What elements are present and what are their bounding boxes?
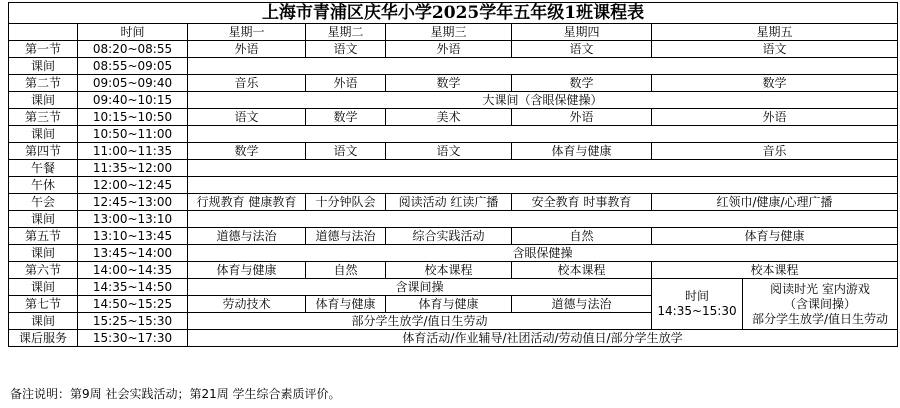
timetable (8, 2, 898, 347)
table-row (9, 228, 898, 245)
friday-activity-line: （含课间操） (784, 296, 857, 311)
friday-activity-line: 部分学生放学/值日生劳动 (751, 311, 889, 326)
header-thu: 星期四 (512, 24, 652, 41)
row-label: 课间 (9, 313, 78, 330)
row-label: 课间 (9, 92, 78, 109)
cell-mon: 道德与法治 (188, 228, 306, 245)
header-row (9, 24, 898, 41)
row-span-text: 含课间操 (188, 279, 652, 296)
friday-time-label: 时间 (684, 289, 709, 303)
row-time: 09:40~10:15 (78, 92, 188, 109)
row-time: 15:25~15:30 (78, 313, 188, 330)
timetable-title: 上海市青浦区庆华小学2025学年五年级1班课程表 (9, 3, 898, 24)
row-time: 08:20~08:55 (78, 41, 188, 58)
table-row (9, 41, 898, 58)
row-time: 10:50~11:00 (78, 126, 188, 143)
row-time: 12:00~12:45 (78, 177, 188, 194)
table-row (9, 279, 898, 296)
table-row (9, 262, 898, 279)
row-time: 13:45~14:00 (78, 245, 188, 262)
row-span-text: 含眼保健操 (188, 245, 898, 262)
cell-mon: 体育与健康 (188, 262, 306, 279)
table-row (9, 58, 898, 75)
friday-activity-cell (743, 279, 898, 330)
friday-time-cell (652, 279, 743, 330)
row-time: 14:50~15:25 (78, 296, 188, 313)
table-row (9, 245, 898, 262)
cell-thu: 校本课程 (512, 262, 652, 279)
row-label: 课间 (9, 211, 78, 228)
friday-time-value: 14:35~15:30 (657, 304, 737, 318)
header-mon: 星期一 (188, 24, 306, 41)
row-label: 第三节 (9, 109, 78, 126)
table-row (9, 211, 898, 228)
row-span-text: 部分学生放学/值日生劳动 (188, 313, 652, 330)
cell-wed: 美术 (386, 109, 512, 126)
cell-wed: 外语 (386, 41, 512, 58)
cell-tue: 外语 (306, 75, 386, 92)
row-label: 课间 (9, 245, 78, 262)
header-fri: 星期五 (652, 24, 898, 41)
cell-fri: 音乐 (652, 143, 898, 160)
cell-tue: 体育与健康 (306, 296, 386, 313)
row-label: 第七节 (9, 296, 78, 313)
row-label: 第二节 (9, 75, 78, 92)
row-label: 第一节 (9, 41, 78, 58)
row-time: 08:55~09:05 (78, 58, 188, 75)
row-empty-span (188, 126, 898, 143)
table-row (9, 109, 898, 126)
table-row (9, 92, 898, 109)
row-time: 14:35~14:50 (78, 279, 188, 296)
cell-thu: 体育与健康 (512, 143, 652, 160)
row-label: 午餐 (9, 160, 78, 177)
row-empty-span (188, 211, 898, 228)
table-row (9, 177, 898, 194)
row-label: 第五节 (9, 228, 78, 245)
table-row (9, 75, 898, 92)
cell-thu: 安全教育 时事教育 (512, 194, 652, 211)
row-empty-span (188, 177, 898, 194)
cell-tue: 数学 (306, 109, 386, 126)
row-time: 13:10~13:45 (78, 228, 188, 245)
cell-mon: 数学 (188, 143, 306, 160)
cell-wed: 体育与健康 (386, 296, 512, 313)
row-time: 09:05~09:40 (78, 75, 188, 92)
table-row (9, 126, 898, 143)
cell-mon: 外语 (188, 41, 306, 58)
cell-fri: 数学 (652, 75, 898, 92)
row-time: 11:00~11:35 (78, 143, 188, 160)
header-corner (9, 24, 78, 41)
friday-activity-line: 阅读时光 室内游戏 (770, 281, 870, 296)
cell-fri: 红领巾/健康/心理广播 (652, 194, 898, 211)
row-empty-span (188, 160, 898, 177)
row-label: 课间 (9, 58, 78, 75)
cell-tue: 十分钟队会 (306, 194, 386, 211)
cell-mon: 劳动技术 (188, 296, 306, 313)
table-row (9, 160, 898, 177)
row-span-text: 体育活动/作业辅导/社团活动/劳动值日/部分学生放学 (188, 330, 898, 347)
row-empty-span (188, 58, 898, 75)
row-label: 第六节 (9, 262, 78, 279)
cell-wed: 数学 (386, 75, 512, 92)
cell-wed: 语文 (386, 143, 512, 160)
cell-wed: 综合实践活动 (386, 228, 512, 245)
cell-fri: 语文 (652, 41, 898, 58)
cell-wed: 校本课程 (386, 262, 512, 279)
row-span-text: 大课间（含眼保健操） (188, 92, 898, 109)
cell-tue: 语文 (306, 41, 386, 58)
row-label: 课后服务 (9, 330, 78, 347)
cell-fri: 体育与健康 (652, 228, 898, 245)
row-label: 午休 (9, 177, 78, 194)
cell-tue: 语文 (306, 143, 386, 160)
cell-thu: 数学 (512, 75, 652, 92)
cell-thu: 自然 (512, 228, 652, 245)
row-label: 午会 (9, 194, 78, 211)
cell-thu: 道德与法治 (512, 296, 652, 313)
footnote: 备注说明：第9周 社会实践活动；第21周 学生综合素质评价。 (10, 387, 341, 401)
header-wed: 星期三 (386, 24, 512, 41)
cell-fri: 外语 (652, 109, 898, 126)
cell-mon: 行规教育 健康教育 (188, 194, 306, 211)
row-time: 11:35~12:00 (78, 160, 188, 177)
row-label: 第四节 (9, 143, 78, 160)
header-tue: 星期二 (306, 24, 386, 41)
row-time: 12:45~13:00 (78, 194, 188, 211)
row-label: 课间 (9, 126, 78, 143)
cell-tue: 自然 (306, 262, 386, 279)
cell-tue: 道德与法治 (306, 228, 386, 245)
cell-wed: 阅读活动 红读广播 (386, 194, 512, 211)
row-time: 15:30~17:30 (78, 330, 188, 347)
row-time: 14:00~14:35 (78, 262, 188, 279)
row-time: 13:00~13:10 (78, 211, 188, 228)
timetable-sheet (8, 2, 897, 347)
table-row (9, 330, 898, 347)
table-row (9, 194, 898, 211)
row-time: 10:15~10:50 (78, 109, 188, 126)
row-label: 课间 (9, 279, 78, 296)
cell-thu: 语文 (512, 41, 652, 58)
cell-fri: 校本课程 (652, 262, 898, 279)
cell-mon: 语文 (188, 109, 306, 126)
header-time: 时间 (78, 24, 188, 41)
table-row (9, 143, 898, 160)
cell-thu: 外语 (512, 109, 652, 126)
cell-mon: 音乐 (188, 75, 306, 92)
